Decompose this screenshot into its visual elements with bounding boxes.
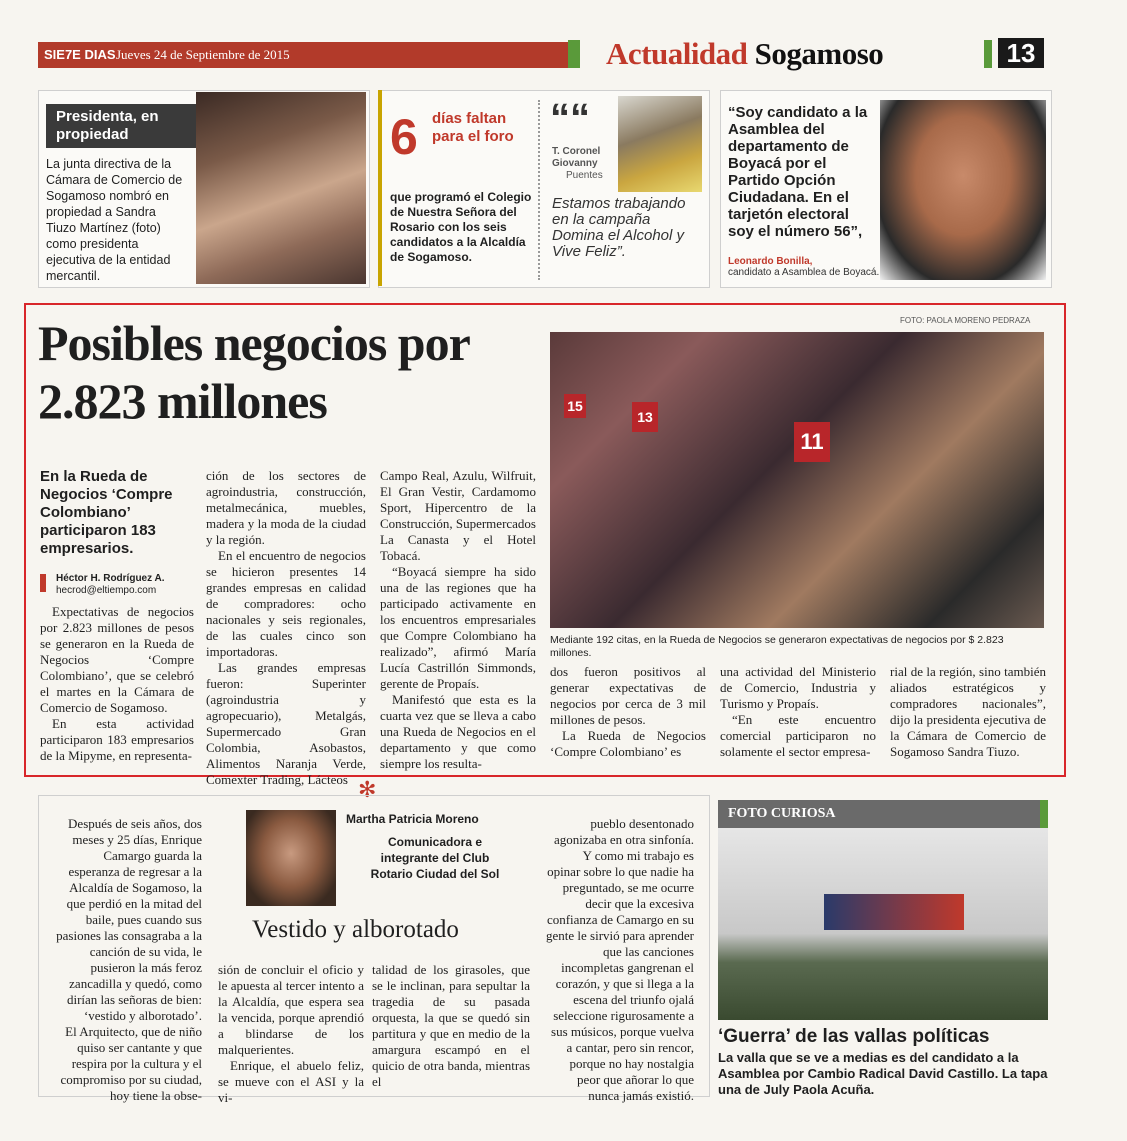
candidate-photo xyxy=(880,100,1046,280)
newspaper-brand: SIE7E DIAS xyxy=(44,47,116,62)
foto-curiosa-accent xyxy=(1040,800,1048,828)
coronel-place: Puentes xyxy=(566,170,603,181)
header-accent xyxy=(568,40,580,68)
article-column-3: Campo Real, Azulu, Wilfruit, El Gran Vestir, Cardamomo Sport, Hipercentro de la Construcción, Supermercados La Canasta y el Hotel Tobacá. “Boyacá siempre ha sido una de las regiones que ha participado activamente en los encuentros empresariales que Compre Colombiano ha realizado”, afirmó María Lucía Castrillón Simmonds, gerente de Propaís. Manifestó que esta es la cuarta vez que se lleva a cabo una Rueda de Negocios en el departamento y que como siempre los resulta- xyxy=(380,468,536,771)
brief-title: Presidenta, en propiedad xyxy=(46,104,216,148)
foto-curiosa-title: ‘Guerra’ de las vallas políticas xyxy=(718,1026,990,1047)
opinion-column-4: pueblo desentonado agonizaba en otra sinfonía. Y como mi trabajo es opinar sobre lo que nadie ha preguntado, se me ocurre decir que la excesiva confianza de Camargo en su gente le sirvió para aprender que las canciones incompletas gangrenan el corazón, y que si llega a la escena del triunfo ojalá seleccione rigurosamente a sus músicos, porque vuelva a cantar, pero sin rencor, porque no hay nostalgia peor que añorar lo que nunca jamás existió. xyxy=(546,816,694,1103)
header-bar xyxy=(38,42,568,68)
quote-icon: ““ xyxy=(550,96,590,140)
table-tag: 11 xyxy=(794,422,830,462)
article-column-2: ción de los sectores de agroindustria, construcción, metalmecánica, muebles, madera y la moda de la ciudad y la región. En el encuentro de negocios se hicieron presentes 14 grandes empresas en calidad de compradores: ocho nacionales y seis regionales, de las cuales cinco son importadoras. Las grandes empresas fueron: Superinter (agroindustria y agropecuario), Metalgás, Supermercado Gran Colombia, Asobastos, Alimentos Naranja Verde, Comexter Trading, Lácteos xyxy=(206,468,366,787)
coronel-quote: Estamos trabajando en la campaña Domina el Alcohol y Vive Feliz”. xyxy=(552,195,686,260)
foro-text: que programó el Colegio de Nuestra Señora del Rosario con los seis candidatos a la Alcaldía de Sogamoso. xyxy=(390,190,532,264)
candidate-quote: “Soy candidato a la Asamblea del departamento de Boyacá por el Partido Opción Ciudadana. En el tarjetón electoral soy el número 56”, xyxy=(728,104,868,240)
section-title: Actualidad Sogamoso xyxy=(606,36,884,71)
days-label: días faltan para el foro xyxy=(432,110,514,145)
article-photo xyxy=(550,332,1044,628)
author-accent xyxy=(40,574,46,592)
candidate-role: candidato a Asamblea de Boyacá. xyxy=(728,267,880,278)
divider xyxy=(538,100,540,280)
billboard xyxy=(824,894,964,930)
days-count: 6 xyxy=(390,109,418,165)
presidenta-photo xyxy=(196,92,366,284)
table-tag: 13 xyxy=(632,402,658,432)
opinion-column-2: sión de concluir el oficio y le apuesta al tercer intento a la Alcaldía, que espera sea la vencida, porque aprendió a blindarse de los malquerientes. Enrique, el abuelo feliz, se mueve con el ASI y la vi- xyxy=(218,962,364,1105)
article-author: Héctor H. Rodríguez A. xyxy=(56,573,165,584)
article-column-6: rial de la región, sino también aliados estratégicos y compradores nacionales”, dijo la presidenta ejecutiva de la Cámara de Comercio de Sogamoso Sandra Tiuzo. xyxy=(890,664,1046,759)
coronel-name: T. Coronel Giovanny xyxy=(552,146,601,169)
candidate-name: Leonardo Bonilla, xyxy=(728,256,813,267)
article-column-1: Expectativas de negocios por 2.823 millones de pesos se generaron en la Rueda de Negocios ‘Compre Colombiano’, que se celebró el martes en la Cámara de Comercio de Sogamoso. En esta actividad participaron 183 empresarios de la Mipyme, en representa- xyxy=(40,604,194,763)
opinion-column-3: talidad de los girasoles, que se le inclinan, para sepultar la tragedia de su pasada orquesta, la que se quedó sin partitura y que en medio de la amargura escampó en el quicio de otra banda, mientras el xyxy=(372,962,530,1089)
column-title: Vestido y alborotado xyxy=(252,916,459,943)
brief-text: La junta directiva de la Cámara de Comercio de Sogamoso nombró en propiedad a Sandra Tiuzo Martínez (foto) como presidenta ejecutiva de la entidad mercantil. xyxy=(46,157,183,283)
issue-date: Jueves 24 de Septiembre de 2015 xyxy=(116,47,290,62)
page-number: 13 xyxy=(998,38,1044,68)
columnist-name: Martha Patricia Moreno xyxy=(346,812,479,826)
page-accent xyxy=(984,40,992,68)
asterisk-icon: ✻ xyxy=(358,778,377,803)
photo-caption: Mediante 192 citas, en la Rueda de Negocios se generaron expectativas de negocios por $ 2.823 millones. xyxy=(550,634,1004,659)
coronel-photo xyxy=(618,96,702,192)
author-email[interactable]: hecrod@eltiempo.com xyxy=(56,585,157,596)
columnist-photo xyxy=(246,810,336,906)
opinion-column-1: Después de seis años, dos meses y 25 días, Enrique Camargo guarda la esperanza de regresar a la Alcaldía de Sogamoso, la que perdió en la mitad del baile, pues cuando sus pasiones las consagraba a la canción de su vida, le pusieron la más feroz zancadilla y quedó, como dirían las señoras de bien: ‘vestido y alborotado’. El Arquitecto, que de niño quiso ser cantante y que respira por la cultura y el compromiso por su ciudad, hoy tiene la obse- xyxy=(56,816,202,1103)
article-column-4: dos fueron positivos al generar expectativas de negocios por cerca de 3 mil millones de pesos. La Rueda de Negocios ‘Compre Colombiano’ es xyxy=(550,664,706,759)
article-headline: Posibles negocios por 2.823 millones xyxy=(38,315,469,429)
article-deck: En la Rueda de Negocios ‘Compre Colombiano’ participaron 183 empresarios. xyxy=(40,468,173,557)
columnist-role: Comunicadora e integrante del Club Rotario Ciudad del Sol xyxy=(370,835,500,881)
table-tag: 15 xyxy=(564,394,586,418)
foto-curiosa-text: La valla que se ve a medias es del candidato a la Asamblea por Cambio Radical David Castillo. La tapa una de July Paola Acuña. xyxy=(718,1050,1048,1097)
box-accent xyxy=(378,90,382,286)
article-column-5: una actividad del Ministerio de Comercio, Industria y Turismo y Propaís. “En este encuentro comercial participaron no solamente el sector empresa- xyxy=(720,664,876,759)
foto-curiosa-bar: FOTO CURIOSA xyxy=(718,800,1048,828)
photo-credit: FOTO: PAOLA MORENO PEDRAZA xyxy=(900,316,1031,325)
